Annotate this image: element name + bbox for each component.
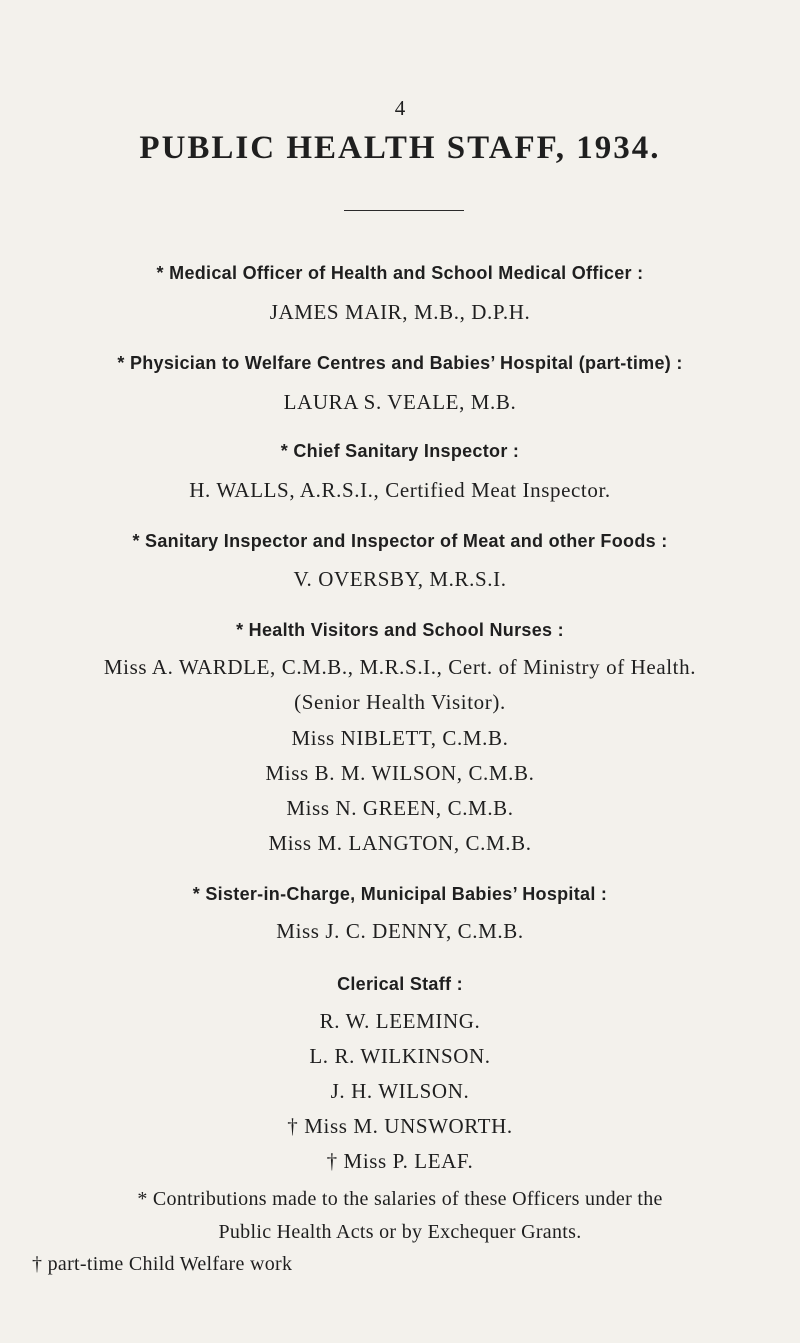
- staff-name: † Miss M. UNSWORTH.: [287, 1114, 513, 1138]
- footnote-asterisk-cont: Public Health Acts or by Exchequer Grants.: [218, 1221, 582, 1243]
- staff-name: Miss N. GREEN, C.M.B.: [286, 796, 514, 820]
- staff-name: Miss J. C. DENNY, C.M.B.: [276, 919, 524, 943]
- title-divider: [344, 210, 464, 211]
- section-heading-clerical-staff: Clerical Staff :: [337, 974, 463, 994]
- staff-name: Miss B. M. WILSON, C.M.B.: [265, 761, 535, 785]
- section-heading-chief-sanitary-inspector: * Chief Sanitary Inspector :: [280, 441, 520, 461]
- staff-name: J. H. WILSON.: [330, 1079, 470, 1103]
- page-number: 4: [394, 96, 406, 120]
- staff-name: V. OVERSBY, M.R.S.I.: [293, 567, 507, 591]
- footnote-dagger: † part-time Child Welfare work: [32, 1253, 293, 1275]
- staff-role-note: (Senior Health Visitor).: [294, 690, 506, 714]
- section-heading-health-visitors: * Health Visitors and School Nurses :: [236, 620, 564, 640]
- staff-name: L. R. WILKINSON.: [309, 1044, 491, 1068]
- staff-name: Miss NIBLETT, C.M.B.: [291, 726, 509, 750]
- section-heading-sister-in-charge: * Sister-in-Charge, Municipal Babies’ Hospital :: [192, 884, 608, 904]
- staff-name: LAURA S. VEALE, M.B.: [283, 390, 517, 414]
- page-title: PUBLIC HEALTH STAFF, 1934.: [139, 130, 661, 166]
- staff-name: R. W. LEEMING.: [319, 1009, 481, 1033]
- staff-name: Miss M. LANGTON, C.M.B.: [268, 831, 532, 855]
- footnote-asterisk: * Contributions made to the salaries of these Officers under the: [137, 1188, 663, 1210]
- staff-name: Miss A. WARDLE, C.M.B., M.R.S.I., Cert. of Ministry of Health.: [103, 655, 697, 679]
- staff-name: H. WALLS, A.R.S.I., Certified Meat Inspector.: [189, 478, 611, 502]
- staff-name: JAMES MAIR, M.B., D.P.H.: [269, 300, 531, 324]
- section-heading-sanitary-inspector: * Sanitary Inspector and Inspector of Meat and other Foods :: [132, 531, 668, 551]
- section-heading-medical-officer: * Medical Officer of Health and School Medical Officer :: [156, 263, 644, 283]
- section-heading-physician: * Physician to Welfare Centres and Babies’ Hospital (part-time) :: [117, 353, 683, 373]
- staff-name: † Miss P. LEAF.: [326, 1149, 474, 1173]
